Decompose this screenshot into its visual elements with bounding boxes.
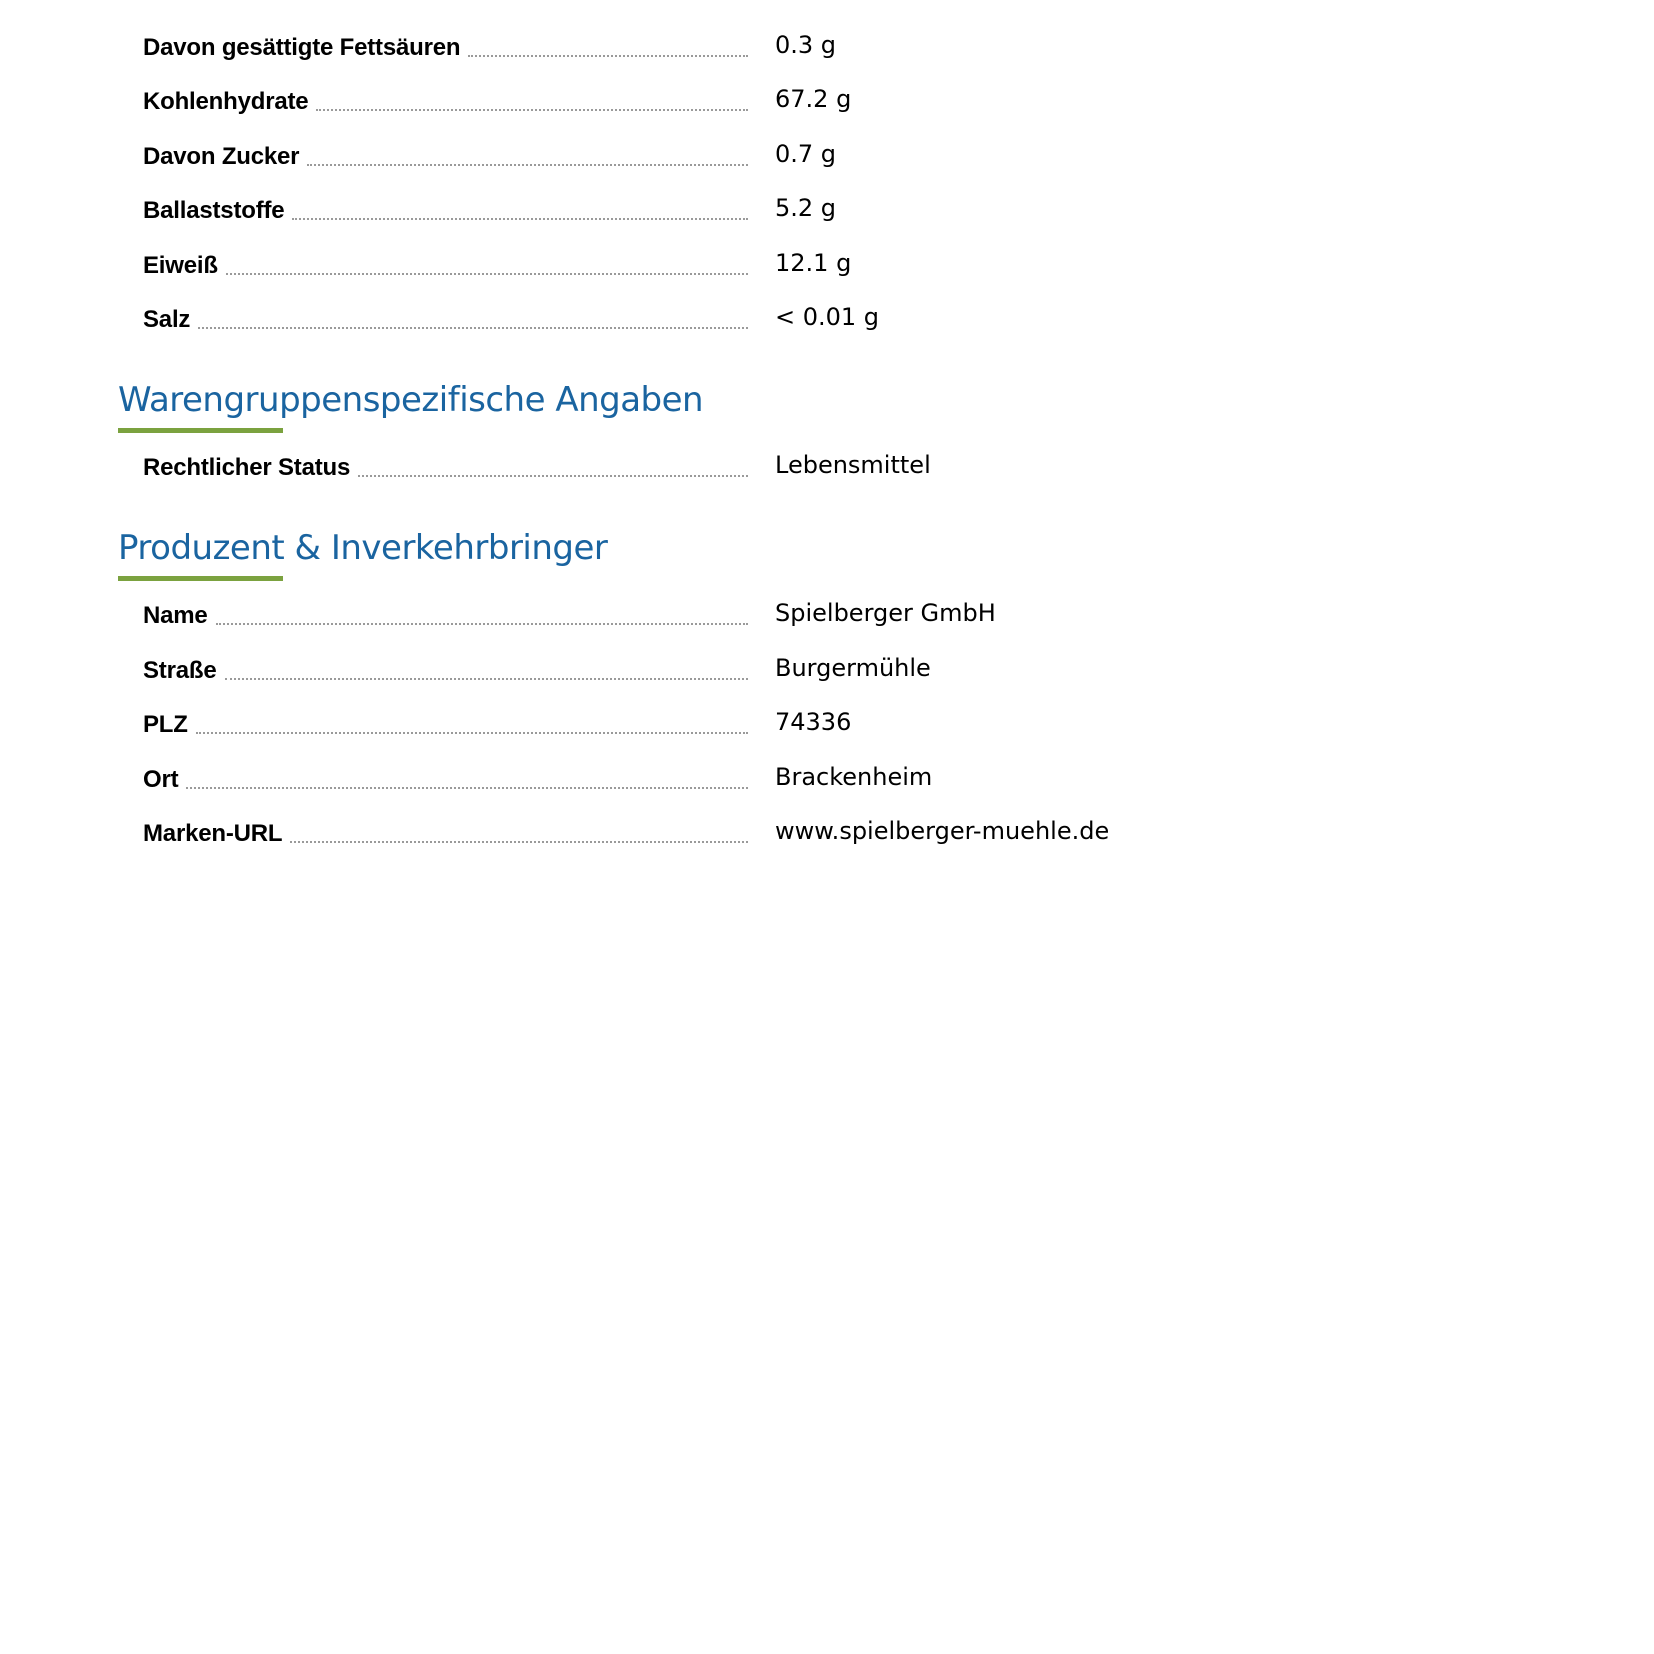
dotted-leader xyxy=(186,787,748,789)
producer-row-street xyxy=(0,646,1654,700)
row-label-container xyxy=(143,77,748,117)
dotted-leader xyxy=(358,475,748,477)
row-label: Davon Zucker xyxy=(143,143,300,170)
dotted-leader xyxy=(468,55,748,57)
row-label-container xyxy=(143,23,748,63)
row-label: Ballaststoffe xyxy=(143,197,285,224)
nutrition-row-protein xyxy=(0,241,1654,295)
dotted-leader xyxy=(316,109,748,111)
row-value: Burgermühle xyxy=(775,654,931,682)
row-value: Lebensmittel xyxy=(775,451,931,479)
row-value: 0.3 g xyxy=(775,31,837,59)
row-label-container xyxy=(143,295,748,335)
row-value: 74336 xyxy=(775,708,852,736)
dotted-leader xyxy=(216,623,748,625)
dotted-leader xyxy=(198,327,748,329)
nutrition-row-sugar xyxy=(0,132,1654,186)
row-value: < 0.01 g xyxy=(775,303,880,331)
row-label-container xyxy=(143,186,748,226)
row-value: 67.2 g xyxy=(775,85,852,113)
row-label: Eiweiß xyxy=(143,252,218,279)
nutrition-row-carbohydrates xyxy=(0,77,1654,131)
row-label: Rechtlicher Status xyxy=(143,454,351,481)
producer-row-postal-code xyxy=(0,700,1654,754)
row-label: Salz xyxy=(143,306,191,333)
product-group-row-legal-status xyxy=(0,443,1654,497)
row-label: Marken-URL xyxy=(143,820,283,847)
row-label-container xyxy=(143,700,748,740)
row-value: Brackenheim xyxy=(775,763,933,791)
row-label-container xyxy=(143,646,748,686)
row-label: Davon gesättigte Fettsäuren xyxy=(143,34,461,61)
row-label-container xyxy=(143,443,748,483)
row-label: Ort xyxy=(143,766,179,793)
row-label-container xyxy=(143,241,748,281)
nutrition-row-fiber xyxy=(0,186,1654,240)
dotted-leader xyxy=(225,678,749,680)
producer-row-city xyxy=(0,755,1654,809)
row-value: 5.2 g xyxy=(775,194,837,222)
dotted-leader xyxy=(307,164,748,166)
row-label-container xyxy=(143,591,748,631)
row-label: Straße xyxy=(143,657,217,684)
section-underline xyxy=(118,428,283,433)
row-label-container xyxy=(143,809,748,849)
row-label-container xyxy=(143,755,748,795)
section-title: Produzent & Inverkehrbringer xyxy=(118,528,608,568)
producer-row-brand-url xyxy=(0,809,1654,863)
nutrition-row-saturated-fat xyxy=(0,23,1654,77)
row-value: 12.1 g xyxy=(775,249,852,277)
row-label: PLZ xyxy=(143,711,188,738)
dotted-leader xyxy=(226,273,748,275)
brand-url-link[interactable]: www.spielberger-muehle.de xyxy=(775,817,1110,845)
dotted-leader xyxy=(196,732,748,734)
section-underline xyxy=(118,576,283,581)
row-label-container xyxy=(143,132,748,172)
section-title: Warengruppenspezifische Angaben xyxy=(118,380,704,420)
nutrition-row-salt xyxy=(0,295,1654,349)
producer-row-name xyxy=(0,591,1654,645)
row-value: Spielberger GmbH xyxy=(775,599,996,627)
dotted-leader xyxy=(290,841,748,843)
section-heading xyxy=(118,528,607,581)
row-label: Kohlenhydrate xyxy=(143,88,309,115)
row-value: 0.7 g xyxy=(775,140,837,168)
dotted-leader xyxy=(292,218,748,220)
section-heading xyxy=(118,380,703,433)
row-label: Name xyxy=(143,602,208,629)
